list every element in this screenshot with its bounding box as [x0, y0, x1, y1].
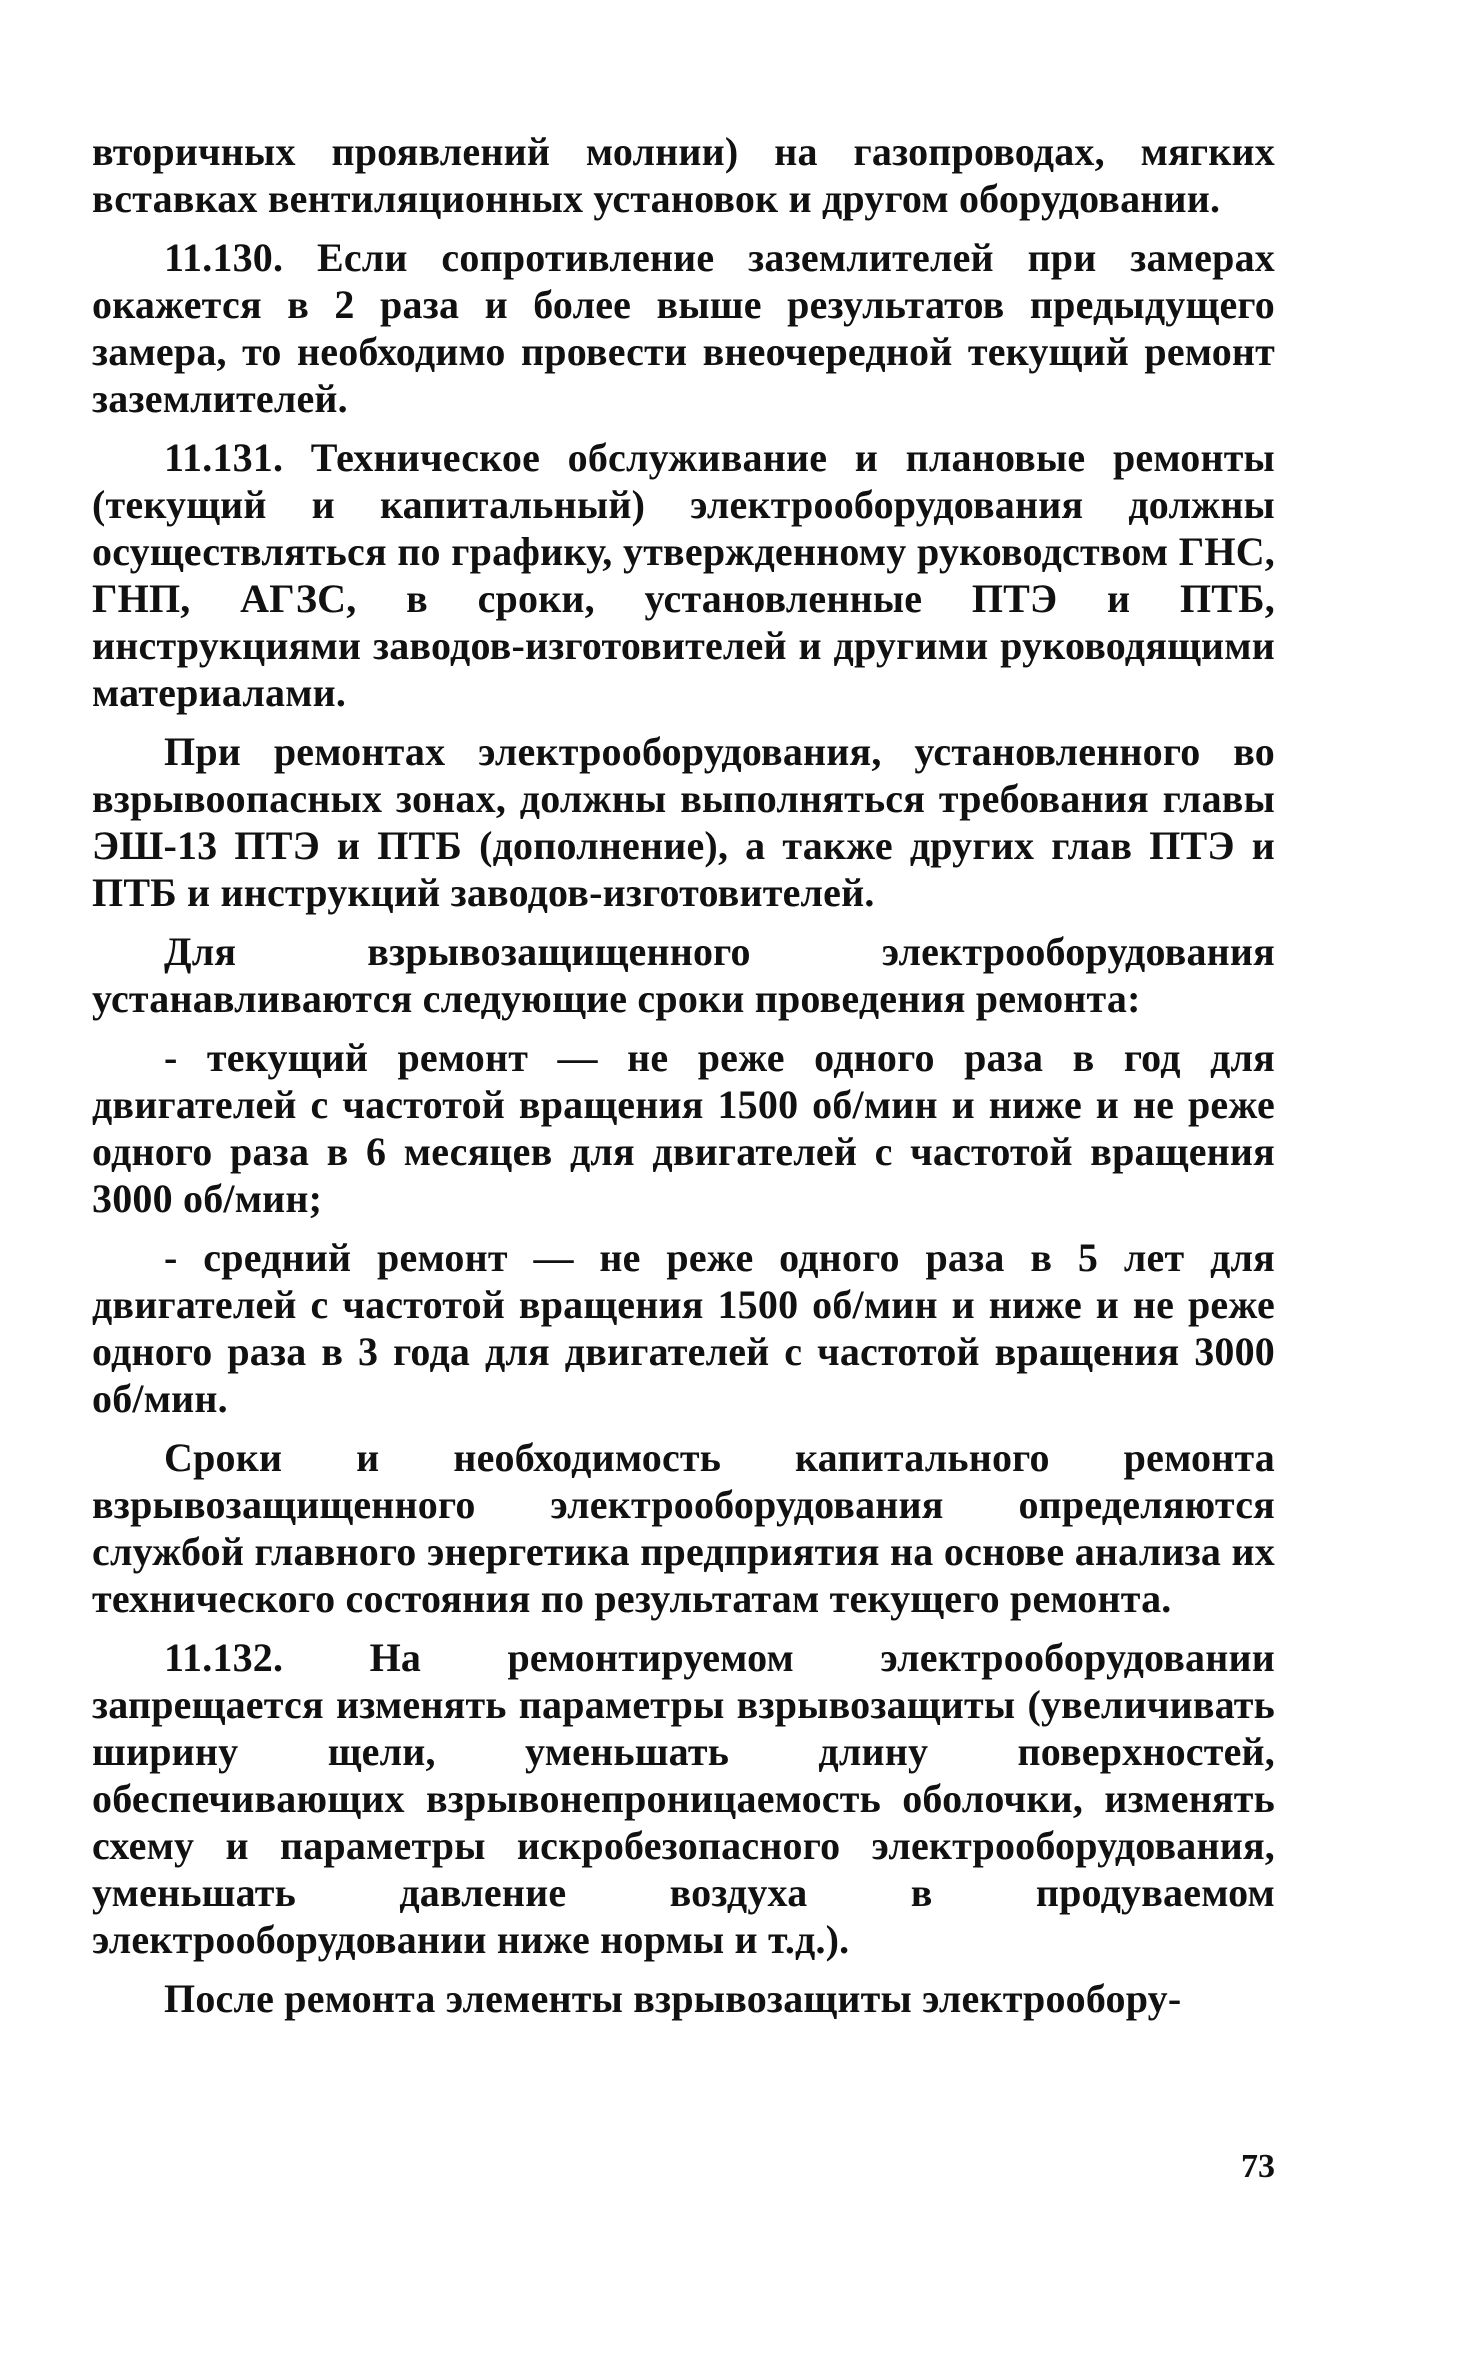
- paragraph-11-132: 11.132. На ремонтируемом электрооборудовании запрещается изменять параметры взрывозащиты (увеличивать ширину щели, уменьшать длину поверхностей, обеспечивающих взрывонепроницаемость оболочки, изменять схему и параметры искробезопасного электрооборудования, уменьшать давление воздуха в продуваемом электрооборудовании ниже нормы и т.д.).: [92, 1635, 1275, 1962]
- paragraph-continuation: вторичных проявлений молнии) на газопроводах, мягких вставках вентиляционных установок и другом оборудовании.: [92, 129, 1275, 221]
- paragraph-capital-repair: Сроки и необходимость капитального ремонта взрывозащищенного электрооборудования определяются службой главного энергетика предприятия на основе анализа их технического состояния по результатам текущего ремонта.: [92, 1435, 1275, 1621]
- document-page: [92, 128, 1275, 2034]
- paragraph-repair-terms-intro: Для взрывозащищенного электрооборудования устанавливаются следующие сроки проведения ремонта:: [92, 929, 1275, 1021]
- paragraph-after-repair: После ремонта элементы взрывозащиты электрообору-: [164, 1976, 1182, 2021]
- list-item-current-repair: - текущий ремонт — не реже одного раза в год для двигателей с частотой вращения 1500 об/мин и ниже и не реже одного раза в 6 месяцев для двигателей с частотой вращения 3000 об/мин;: [92, 1035, 1275, 1221]
- paragraph-11-131: 11.131. Техническое обслуживание и плановые ремонты (текущий и капитальный) электрооборудования должны осуществляться по графику, утвержденному руководством ГНС, ГНП, АГЗС, в сроки, установленные ПТЭ и ПТБ, инструкциями заводов-изготовителей и другими руководящими материалами.: [92, 435, 1275, 715]
- page-number: 73: [1241, 2148, 1275, 2185]
- paragraph-repair-requirements: При ремонтах электрооборудования, установленного во взрывоопасных зонах, должны выполняться требования главы ЭШ-13 ПТЭ и ПТБ (дополнение), а также других глав ПТЭ и ПТБ и инструкций заводов-изготовителей.: [92, 729, 1275, 915]
- list-item-medium-repair: - средний ремонт — не реже одного раза в 5 лет для двигателей с частотой вращения 1500 об/мин и ниже и не реже одного раза в 3 года для двигателей с частотой вращения 3000 об/мин.: [92, 1235, 1275, 1421]
- paragraph-11-130: 11.130. Если сопротивление заземлителей при замерах окажется в 2 раза и более выше результатов предыдущего замера, то необходимо провести внеочередной текущий ремонт заземлителей.: [92, 235, 1275, 421]
